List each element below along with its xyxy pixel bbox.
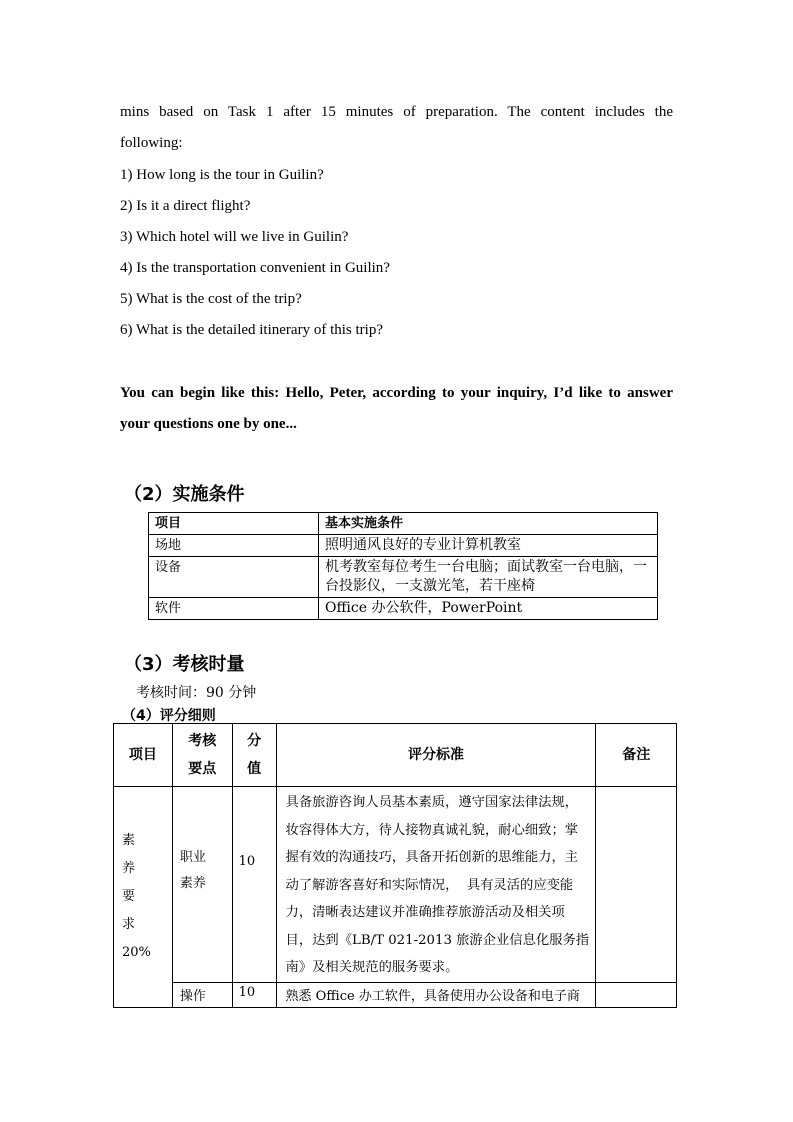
question-1: 1) How long is the tour in Guilin? xyxy=(120,167,324,183)
category-char: 养 xyxy=(122,860,136,876)
scoring-score: 10 xyxy=(232,982,276,1007)
criteria-line: 动了解游客喜好和实际情况， 具有灵活的应变能 xyxy=(285,877,574,893)
scoring-header-points-line-1: 考核 xyxy=(188,733,217,749)
conditions-header-row xyxy=(149,513,658,535)
criteria-line: 握有效的沟通技巧，具备开拓创新的思维能力，主 xyxy=(285,850,579,865)
scoring-row xyxy=(114,982,677,1007)
scoring-point-line-2: 素养 xyxy=(179,876,206,891)
criteria-line: 南》及相关规范的服务要求。 xyxy=(285,960,459,975)
conditions-row-label: 设备 xyxy=(149,557,319,598)
question-6: 6) What is the detailed itinerary of this trip? xyxy=(120,322,383,338)
conditions-row-label: 场地 xyxy=(149,535,319,557)
scoring-header-criteria: 评分标准 xyxy=(276,724,596,787)
scoring-header-item: 项目 xyxy=(114,724,173,787)
conditions-row-label: 软件 xyxy=(149,598,319,620)
criteria-line: 具备旅游咨询人员基本素质，遵守国家法律法规， xyxy=(285,795,579,810)
conditions-table xyxy=(148,512,658,620)
conditions-header-item: 项目 xyxy=(149,513,319,535)
scoring-point-line-1: 职业 xyxy=(179,850,206,865)
scoring-score: 10 xyxy=(232,787,276,983)
scoring-criteria: 熟悉 Office 办工软件，具备使用办公设备和电子商 xyxy=(276,982,596,1007)
category-char: 要 xyxy=(122,888,136,904)
section-3-heading: （3）考核时量 xyxy=(124,654,245,675)
section-2-heading: （2）实施条件 xyxy=(124,484,245,505)
conditions-header-basic: 基本实施条件 xyxy=(319,513,658,535)
category-weight: 20% xyxy=(122,944,151,960)
category-char: 求 xyxy=(122,916,136,932)
scoring-point xyxy=(172,787,232,983)
conditions-row-value: Office 办公软件，PowerPoint xyxy=(319,598,658,620)
scoring-header-notes: 备注 xyxy=(596,724,677,787)
scoring-row xyxy=(114,787,677,983)
scoring-point: 操作 xyxy=(172,982,232,1007)
criteria-line: 妆容得体大方，待人接物真诚礼貌，耐心细致；掌 xyxy=(285,822,579,838)
scoring-notes xyxy=(596,787,677,983)
question-2: 2) Is it a direct flight? xyxy=(120,198,251,214)
scoring-criteria xyxy=(276,787,596,983)
begin-prompt-line-1: You can begin like this: Hello, Peter, according to your inquiry, I’d like to answer xyxy=(120,385,673,401)
category-char: 素 xyxy=(122,832,136,848)
intro-line-1: mins based on Task 1 after 15 minutes of preparation. The content includes the xyxy=(120,104,673,120)
section-4-heading: （4）评分细则 xyxy=(122,708,216,724)
scoring-table xyxy=(113,723,677,1008)
scoring-header-points xyxy=(172,724,232,787)
criteria-line: 目，达到《LB/T 021-2013 旅游企业信息化服务指 xyxy=(285,932,590,948)
question-4: 4) Is the transportation convenient in Guilin? xyxy=(120,260,390,276)
criteria-line: 力，清晰表达建议并准确推荐旅游活动及相关项 xyxy=(285,905,565,920)
question-5: 5) What is the cost of the trip? xyxy=(120,291,302,307)
scoring-notes xyxy=(596,982,677,1007)
question-3: 3) Which hotel will we live in Guilin? xyxy=(120,229,349,245)
conditions-row-value: 照明通风良好的专业计算机教室 xyxy=(319,535,658,557)
conditions-row xyxy=(149,598,658,620)
scoring-header-points-line-2: 要点 xyxy=(188,761,217,777)
conditions-row xyxy=(149,557,658,598)
begin-prompt-line-2: your questions one by one... xyxy=(120,416,297,432)
scoring-header-score-line-1: 分 xyxy=(247,733,262,749)
exam-duration: 考核时间：90 分钟 xyxy=(136,685,257,701)
scoring-header-score-line-2: 值 xyxy=(247,761,262,777)
conditions-row-value: 机考教室每位考生一台电脑；面试教室一台电脑，一台投影仪，一支激光笔，若干座椅 xyxy=(319,557,658,598)
scoring-header-score xyxy=(232,724,276,787)
conditions-row xyxy=(149,535,658,557)
scoring-header-row xyxy=(114,724,677,787)
intro-line-2: following: xyxy=(120,135,183,151)
scoring-category xyxy=(114,787,173,1008)
